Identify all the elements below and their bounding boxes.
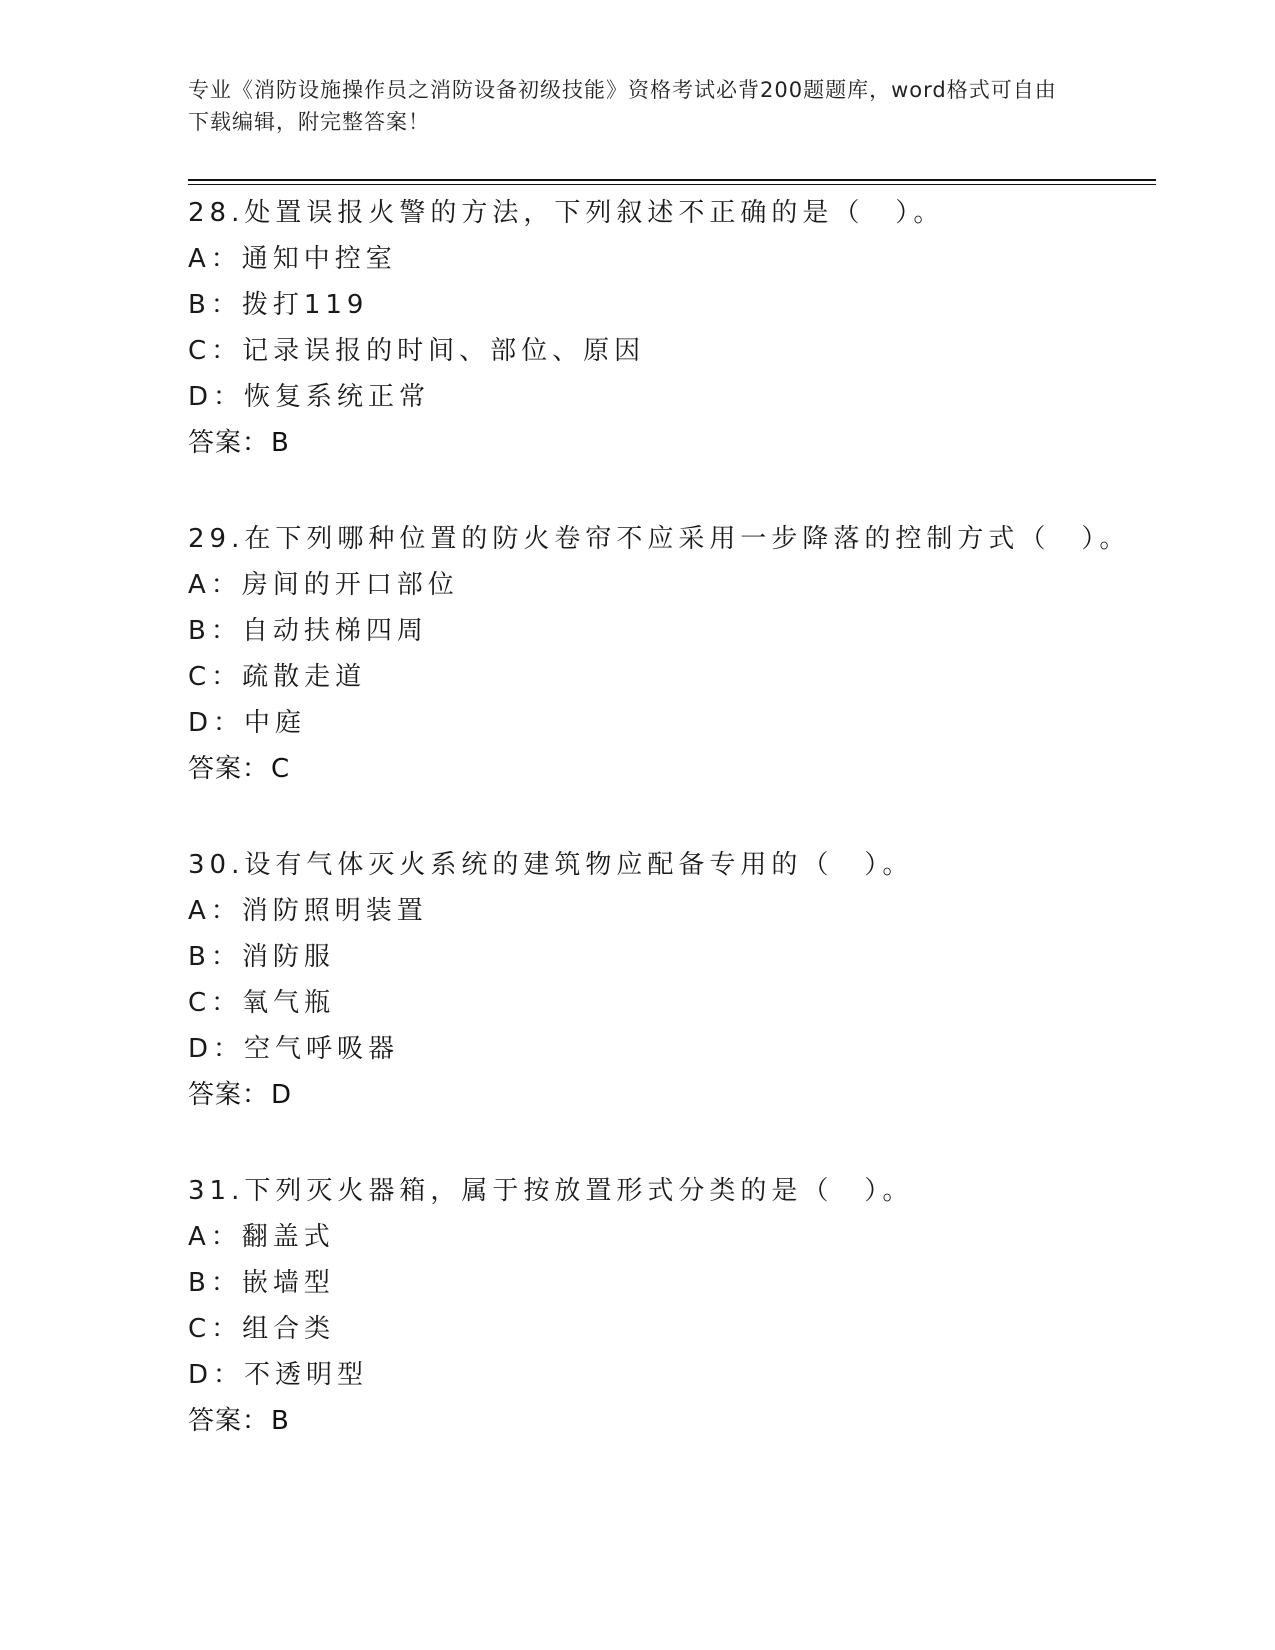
option-d: D：不透明型 bbox=[188, 1360, 369, 1390]
header-divider-thin bbox=[188, 184, 1156, 185]
option-c: C：氧气瓶 bbox=[188, 988, 336, 1018]
answer-value: B bbox=[271, 1406, 290, 1436]
option-b: B：拨打119 bbox=[188, 290, 369, 320]
option-a: A：翻盖式 bbox=[188, 1222, 335, 1252]
document-header bbox=[188, 74, 1068, 138]
question-29 bbox=[188, 516, 1156, 792]
option-d: D：空气呼吸器 bbox=[188, 1034, 400, 1064]
option-b: B：消防服 bbox=[188, 942, 335, 972]
header-intro-text: 专业《消防设施操作员之消防设备初级技能》资格考试必背200题题库，word格式可自由下载编辑，附完整答案！ bbox=[188, 78, 1057, 134]
answer-label: 答案： bbox=[188, 428, 270, 458]
option-d: D：恢复系统正常 bbox=[188, 382, 431, 412]
option-a: A：消防照明装置 bbox=[188, 896, 428, 926]
question-list bbox=[188, 190, 1156, 1494]
answer-line bbox=[188, 420, 1156, 466]
answer-line bbox=[188, 1072, 1156, 1118]
header-divider-thick bbox=[188, 179, 1156, 181]
option-a: A：通知中控室 bbox=[188, 244, 397, 274]
answer-value: D bbox=[271, 1080, 293, 1110]
option-b: B：嵌墙型 bbox=[188, 1268, 335, 1298]
answer-label: 答案： bbox=[188, 1406, 270, 1436]
answer-label: 答案： bbox=[188, 754, 270, 784]
option-c: C：疏散走道 bbox=[188, 662, 367, 692]
question-stem: 29.在下列哪种位置的防火卷帘不应采用一步降落的控制方式（ ）。 bbox=[188, 524, 1131, 554]
question-stem: 31.下列灭火器箱，属于按放置形式分类的是（ ）。 bbox=[188, 1176, 914, 1206]
question-30 bbox=[188, 842, 1156, 1118]
option-c: C：组合类 bbox=[188, 1314, 336, 1344]
answer-line bbox=[188, 1398, 1156, 1444]
answer-value: B bbox=[271, 428, 290, 458]
option-c: C：记录误报的时间、部位、原因 bbox=[188, 336, 646, 366]
option-d: D：中庭 bbox=[188, 708, 307, 738]
question-stem: 28.处置误报火警的方法，下列叙述不正确的是（ ）。 bbox=[188, 198, 945, 228]
answer-label: 答案： bbox=[188, 1080, 270, 1110]
answer-value: C bbox=[271, 754, 291, 784]
answer-line bbox=[188, 746, 1156, 792]
question-stem: 30.设有气体灭火系统的建筑物应配备专用的（ ）。 bbox=[188, 850, 914, 880]
option-b: B：自动扶梯四周 bbox=[188, 616, 428, 646]
option-a: A：房间的开口部位 bbox=[188, 570, 459, 600]
question-28 bbox=[188, 190, 1156, 466]
question-31 bbox=[188, 1168, 1156, 1444]
